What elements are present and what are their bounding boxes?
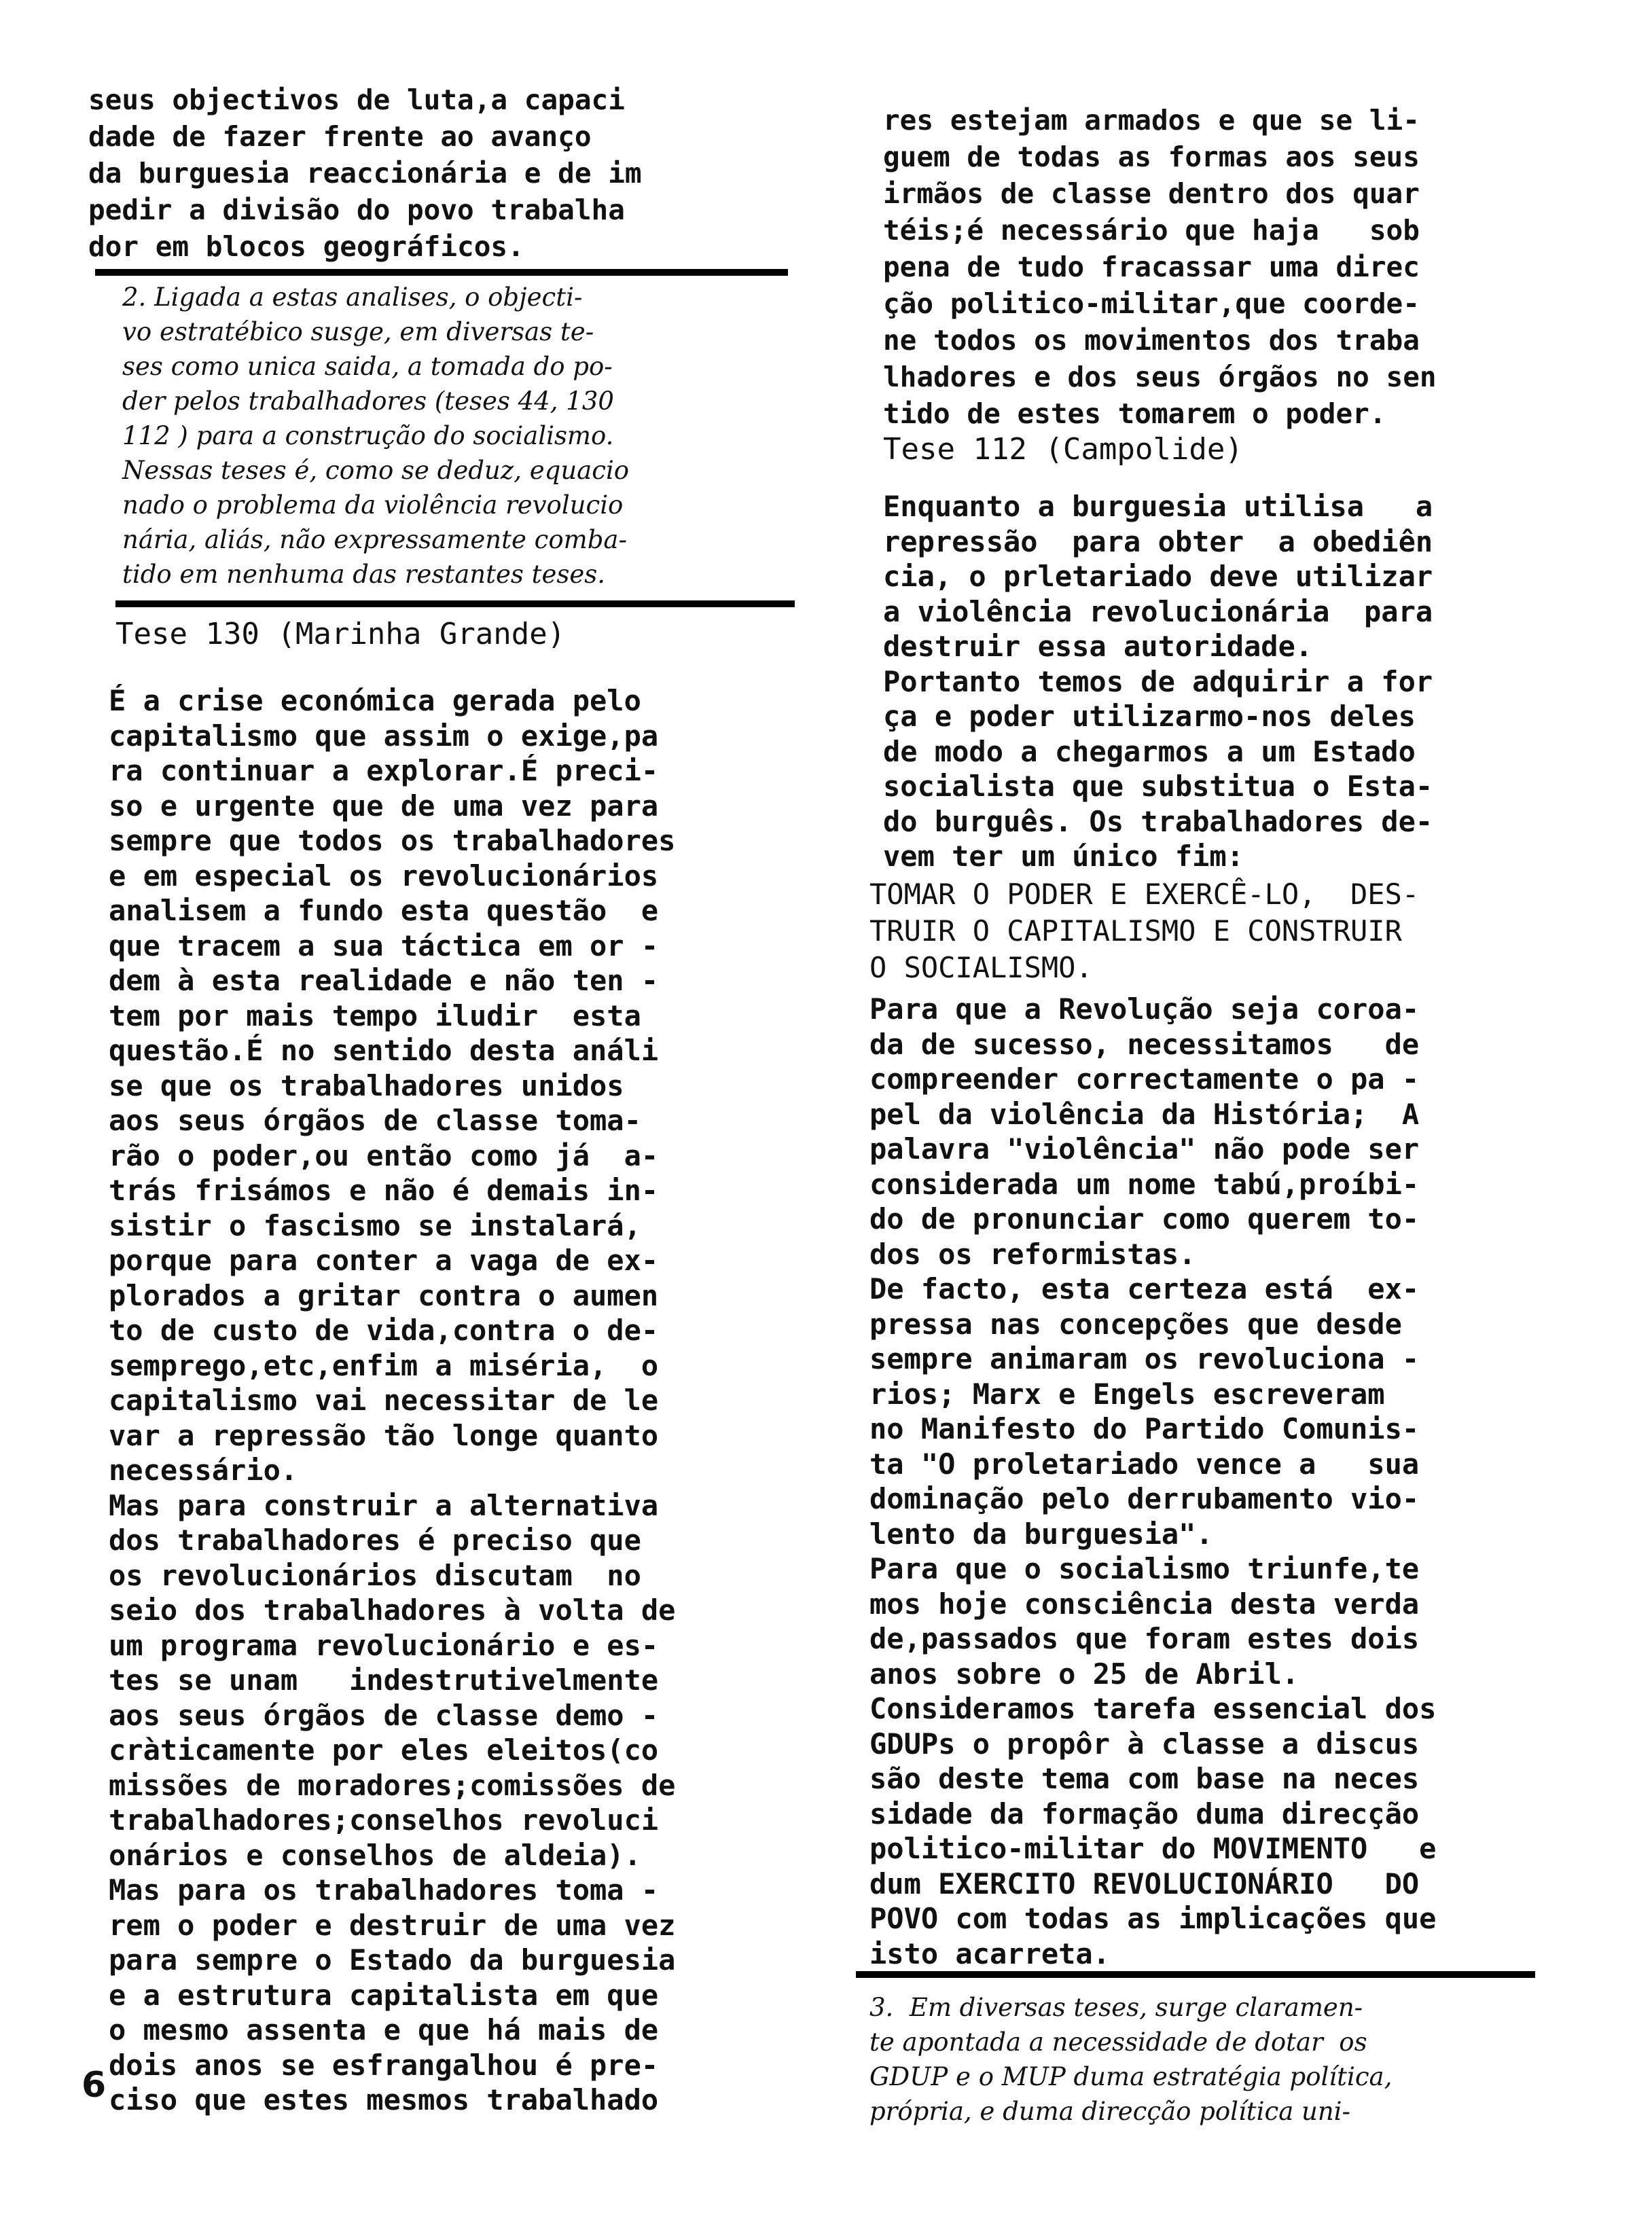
text-line: O SOCIALISMO. <box>869 951 1093 984</box>
text-line: e a estrutura capitalista em que <box>109 1978 659 2012</box>
note-line: ses como unica saida, a tomada do po- <box>122 352 613 381</box>
text-line: do de pronunciar como querem to- <box>869 1202 1420 1236</box>
text-line: destruir essa autoridade. <box>883 630 1313 663</box>
text-line: politico-militar do MOVIMENTO e <box>869 1832 1437 1865</box>
text-line: Mas para os trabalhadores toma - <box>109 1873 659 1907</box>
section-divider <box>115 600 795 607</box>
text-line: ta "O proletariado vence a sua <box>869 1447 1420 1481</box>
text-line: Consideramos tarefa essencial dos <box>869 1692 1437 1725</box>
text-line: repressão para obter a obediên <box>883 524 1433 558</box>
note-line: vo estratébico susge, em diversas te- <box>122 317 594 346</box>
text-line: ça e poder utilizarmo-nos deles <box>883 700 1416 733</box>
text-line: Mas para construir a alternativa <box>109 1488 659 1522</box>
text-line: Portanto temos de adquirir a for <box>883 664 1433 698</box>
section-divider <box>856 1971 1535 1978</box>
text-line: POVO com todas as implicações que <box>869 1902 1437 1935</box>
text-line: De facto, esta certeza está ex- <box>869 1272 1420 1305</box>
text-line: se que os trabalhadores unidos <box>109 1068 624 1102</box>
text-line: tes se unam indestrutivelmente <box>109 1663 659 1697</box>
text-line: TRUIR O CAPITALISMO E CONSTRUIR <box>869 914 1402 948</box>
text-line: pedir a divisão do povo trabalha <box>88 194 625 226</box>
text-line: tem por mais tempo iludir esta <box>109 998 641 1032</box>
text-line: Para que o socialismo triunfe,te <box>869 1552 1420 1585</box>
left-intro-text <box>88 82 642 265</box>
text-line: dominação pelo derrubamento vio- <box>869 1482 1420 1515</box>
text-line: que tracem a sua táctica em or - <box>109 929 659 962</box>
text-line: téis;é necessário que haja sob <box>883 214 1420 247</box>
text-line: seio dos trabalhadores à volta de <box>109 1593 676 1627</box>
text-line: rão o poder,ou então como já a- <box>109 1138 659 1172</box>
text-line: dos trabalhadores é preciso que <box>109 1524 641 1557</box>
note-line: 3. Em diversas teses, surge claramen- <box>869 1993 1363 2022</box>
text-line: cia, o prletariado deve utilizar <box>883 560 1433 593</box>
page-number: 6 <box>82 2065 107 2106</box>
text-line: missões de moradores;comissões de <box>109 1768 676 1802</box>
text-line: isto acarreta. <box>869 1936 1111 1970</box>
text-line: aos seus órgãos de classe toma- <box>109 1104 641 1137</box>
text-line: de,passados que foram estes dois <box>869 1622 1420 1655</box>
text-line: rem o poder e destruir de uma vez <box>109 1908 676 1942</box>
text-line: os revolucionários discutam no <box>109 1558 641 1592</box>
text-line: pena de tudo fracassar uma direc <box>883 251 1420 283</box>
text-line: vem ter um único fim: <box>883 840 1244 873</box>
note-line: tido em nenhuma das restantes teses. <box>122 560 606 589</box>
text-line: porque para conter a vaga de ex- <box>109 1244 659 1277</box>
text-line: dem à esta realidade e não ten - <box>109 964 659 997</box>
text-line: analisem a fundo esta questão e <box>109 894 659 927</box>
text-line: sempre animaram os revoluciona - <box>869 1342 1420 1375</box>
text-line: ção politico-militar,que coorde- <box>883 287 1420 320</box>
note-line: nado o problema da violência revolucio <box>122 490 624 520</box>
text-line: sempre que todos os trabalhadores <box>109 824 676 857</box>
text-line: e em especial os revolucionários <box>109 859 659 893</box>
text-line: dor em blocos geográficos. <box>88 230 524 263</box>
text-line: guem de todas as formas aos seus <box>883 141 1420 173</box>
text-line: a violência revolucionária para <box>883 594 1433 628</box>
note-line: der pelos trabalhadores (teses 44, 130 <box>122 386 614 416</box>
text-line: trabalhadores;conselhos revoluci <box>109 1803 659 1837</box>
text-line: anos sobre o 25 de Abril. <box>869 1657 1299 1691</box>
text-line: GDUPs o propôr à classe a discus <box>869 1727 1420 1761</box>
text-line: no Manifesto do Partido Comunis- <box>869 1412 1420 1445</box>
thesis-130-body <box>109 683 675 2118</box>
text-line: TOMAR O PODER E EXERCÊ-LO, DES- <box>869 878 1420 911</box>
text-line: socialista que substitua o Esta- <box>883 770 1433 803</box>
text-line: tido de estes tomarem o poder. <box>883 397 1386 430</box>
text-line: dois anos se esfrangalhou é pre- <box>109 2048 659 2082</box>
text-line: de modo a chegarmos a um Estado <box>883 734 1416 768</box>
text-line: lhadores e dos seus órgãos no sen <box>883 361 1437 393</box>
text-line: pel da violência da História; A <box>869 1097 1420 1131</box>
text-line: mos hoje consciência desta verda <box>869 1587 1420 1621</box>
note-line: te apontada a necessidade de dotar os <box>869 2027 1367 2057</box>
text-line: o mesmo assenta e que há mais de <box>109 2013 659 2047</box>
text-line: so e urgente que de uma vez para <box>109 789 659 823</box>
text-line: trás frisámos e não é demais in- <box>109 1174 659 1207</box>
note-line: 2. Ligada a estas analises, o objecti- <box>122 283 583 312</box>
text-line: um programa revolucionário e es- <box>109 1628 659 1662</box>
note-line: Nessas teses é, como se deduz, equacio <box>122 456 630 485</box>
note-line: própria, e duma direcção política uni- <box>869 2097 1351 2126</box>
text-line: to de custo de vida,contra o de- <box>109 1314 659 1347</box>
right-intro-text <box>883 102 1437 432</box>
note-line: 112 ) para a construção do socialismo. <box>122 421 614 450</box>
text-line: semprego,etc,enfim a miséria, o <box>109 1348 659 1382</box>
text-line: lento da burguesia". <box>869 1517 1213 1551</box>
text-line: res estejam armados e que se li- <box>883 104 1420 137</box>
text-line: sistir o fascismo se instalará, <box>109 1208 641 1242</box>
text-line: Para que a Revolução seja coroa- <box>869 992 1420 1026</box>
text-line: dos os reformistas. <box>869 1237 1196 1271</box>
text-line: necessário. <box>109 1454 298 1487</box>
text-line: irmãos de classe dentro dos quar <box>883 177 1420 210</box>
text-line: var a repressão tão longe quanto <box>109 1418 659 1452</box>
section-divider <box>95 269 788 276</box>
text-line: aos seus órgãos de classe demo - <box>109 1698 659 1732</box>
text-line: ra continuar a explorar.É preci- <box>109 754 659 787</box>
text-line: onários e conselhos de aldeia). <box>109 1838 641 1872</box>
text-line: palavra "violência" não pode ser <box>869 1132 1420 1166</box>
thesis-112-paragraph-2 <box>869 992 1436 1971</box>
text-line: dade de fazer frente ao avanço <box>88 120 592 153</box>
thesis-heading-130: Tese 130 (Marinha Grande) <box>115 617 566 651</box>
thesis-112-paragraph-1 <box>883 489 1433 874</box>
text-line: são deste tema com base na neces <box>869 1762 1420 1795</box>
text-line: É a crise económica gerada pelo <box>109 684 641 717</box>
thesis-heading-112: Tese 112 (Campolide) <box>883 432 1243 467</box>
text-line: questão.É no sentido desta análi <box>109 1034 659 1067</box>
text-line: seus objectivos de luta,a capaci <box>88 84 625 116</box>
text-line: capitalismo que assim o exige,pa <box>109 719 659 753</box>
text-line: cràticamente por eles eleitos(co <box>109 1733 659 1767</box>
text-line: considerada um nome tabú,proíbi- <box>869 1167 1420 1201</box>
note-line: GDUP e o MUP duma estratégia política, <box>869 2062 1393 2091</box>
note-3 <box>869 1990 1392 2129</box>
text-line: rios; Marx e Engels escreveram <box>869 1377 1385 1411</box>
text-line: do burguês. Os trabalhadores de- <box>883 804 1433 838</box>
text-line: pressa nas concepções que desde <box>869 1307 1402 1341</box>
text-line: da burguesia reaccionária e de im <box>88 157 642 190</box>
text-line: ne todos os movimentos dos traba <box>883 324 1420 357</box>
text-line: ciso que estes mesmos trabalhado <box>109 2083 659 2116</box>
note-2 <box>122 280 629 592</box>
slogan-caps <box>869 876 1419 986</box>
text-line: capitalismo vai necessitar de le <box>109 1384 659 1417</box>
text-line: para sempre o Estado da burguesia <box>109 1943 676 1977</box>
text-line: compreender correctamente o pa - <box>869 1062 1420 1096</box>
text-line: Enquanto a burguesia utilisa a <box>883 490 1433 523</box>
text-line: sidade da formação duma direcção <box>869 1797 1420 1831</box>
text-line: dum EXERCITO REVOLUCIONÁRIO DO <box>869 1867 1420 1900</box>
text-line: plorados a gritar contra o aumen <box>109 1278 659 1312</box>
text-line: da de sucesso, necessitamos de <box>869 1027 1420 1061</box>
note-line: nária, aliás, não expressamente comba- <box>122 525 627 554</box>
